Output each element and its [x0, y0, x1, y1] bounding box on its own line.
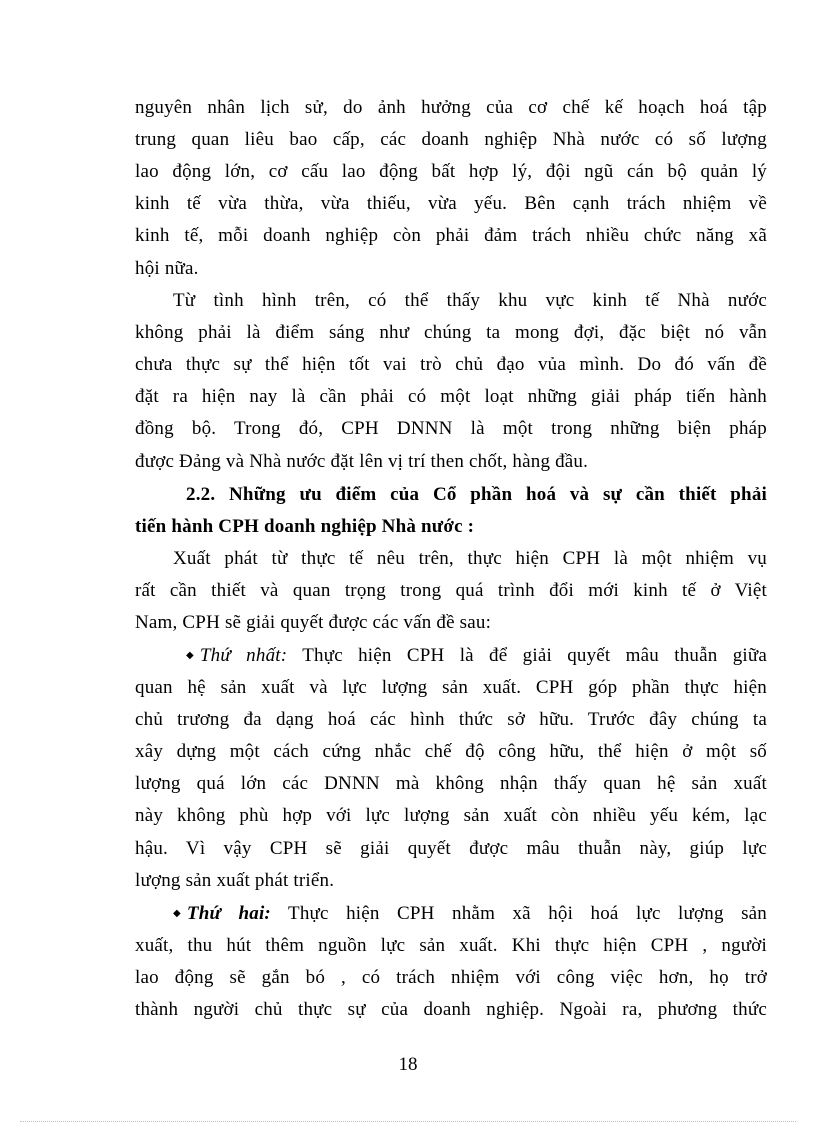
- paragraph-line: đặt ra hiện nay là cần phải có một loạt những giải pháp tiến hành: [135, 386, 767, 407]
- paragraph-line: quan hệ sản xuất và lực lượng sản xuất. CPH góp phần thực hiện: [135, 677, 767, 698]
- paragraph-line: chủ trương đa dạng hoá các hình thức sở hữu. Trước đây chúng ta: [135, 709, 767, 730]
- paragraph-line: Xuất phát từ thực tế nêu trên, thực hiện CPH là một nhiệm vụ: [173, 548, 767, 569]
- paragraph-line: kinh tế, mỗi doanh nghiệp còn phải đảm trách nhiều chức năng xã: [135, 225, 767, 246]
- page-bottom-divider: [20, 1121, 796, 1122]
- diamond-bullet-icon: ◆: [186, 650, 194, 661]
- paragraph-line: lượng quá lớn các DNNN mà không nhận thấy quan hệ sản xuất: [135, 773, 767, 794]
- paragraph-line: được Đảng và Nhà nước đặt lên vị trí then chốt, hàng đầu.: [135, 451, 589, 472]
- bullet-text: Thực hiện CPH là để giải quyết mâu thuẫn giữa: [302, 645, 768, 666]
- paragraph-line: chưa thực sự thể hiện tốt vai trò chủ đạo vủa mình. Do đó vấn đề: [135, 354, 767, 375]
- bullet-label: Thứ hai:: [186, 903, 271, 924]
- bullet-label: Thứ nhất:: [199, 645, 288, 666]
- bullet-line: [186, 640, 767, 672]
- paragraph-line: lượng sản xuất phát triển.: [135, 870, 335, 891]
- paragraph-line: kinh tế vừa thừa, vừa thiếu, vừa yếu. Bên cạnh trách nhiệm về: [135, 193, 767, 214]
- paragraph-line: này không phù hợp với lực lượng sản xuất còn nhiều yếu kém, lạc: [135, 805, 767, 826]
- bullet-line: [173, 898, 767, 930]
- paragraph-line: đồng bộ. Trong đó, CPH DNNN là một trong những biện pháp: [135, 418, 767, 439]
- bullet-text: Thực hiện CPH nhằm xã hội hoá lực lượng sản: [288, 903, 767, 924]
- paragraph-line: trung quan liêu bao cấp, các doanh nghiệp Nhà nước có số lượng: [135, 129, 767, 150]
- paragraph-line: nguyên nhân lịch sử, do ảnh hưởng của cơ chế kế hoạch hoá tập: [135, 97, 767, 118]
- paragraph-line: xây dựng một cách cứng nhắc chế độ công hữu, thể hiện ở một số: [135, 741, 767, 762]
- paragraph-line: không phải là điểm sáng như chúng ta mong đợi, đặc biệt nó vẫn: [135, 322, 767, 343]
- paragraph-line: thành người chủ thực sự của doanh nghiệp. Ngoài ra, phương thức: [135, 999, 767, 1020]
- paragraph-line: xuất, thu hút thêm nguồn lực sản xuất. Khi thực hiện CPH , người: [135, 935, 767, 956]
- section-heading: 2.2. Những ưu điểm của Cổ phần hoá và sự cần thiết phải: [186, 484, 767, 505]
- paragraph-line: Nam, CPH sẽ giải quyết được các vấn đề sau:: [135, 612, 492, 633]
- diamond-bullet-icon: ◆: [173, 908, 181, 919]
- paragraph-line: rất cần thiết và quan trọng trong quá trình đổi mới kinh tế ở Việt: [135, 580, 767, 601]
- page-number: 18: [398, 1054, 418, 1075]
- paragraph-line: Từ tình hình trên, có thể thấy khu vực kinh tế Nhà nước: [173, 290, 767, 311]
- paragraph-line: lao động lớn, cơ cấu lao động bất hợp lý, đội ngũ cán bộ quản lý: [135, 161, 767, 182]
- section-heading: tiến hành CPH doanh nghiệp Nhà nước :: [135, 516, 475, 537]
- paragraph-line: lao động sẽ gắn bó , có trách nhiệm với công việc hơn, họ trở: [135, 967, 767, 988]
- paragraph-line: hậu. Vì vậy CPH sẽ giải quyết được mâu thuẫn này, giúp lực: [135, 838, 767, 859]
- paragraph-line: hội nữa.: [135, 258, 199, 279]
